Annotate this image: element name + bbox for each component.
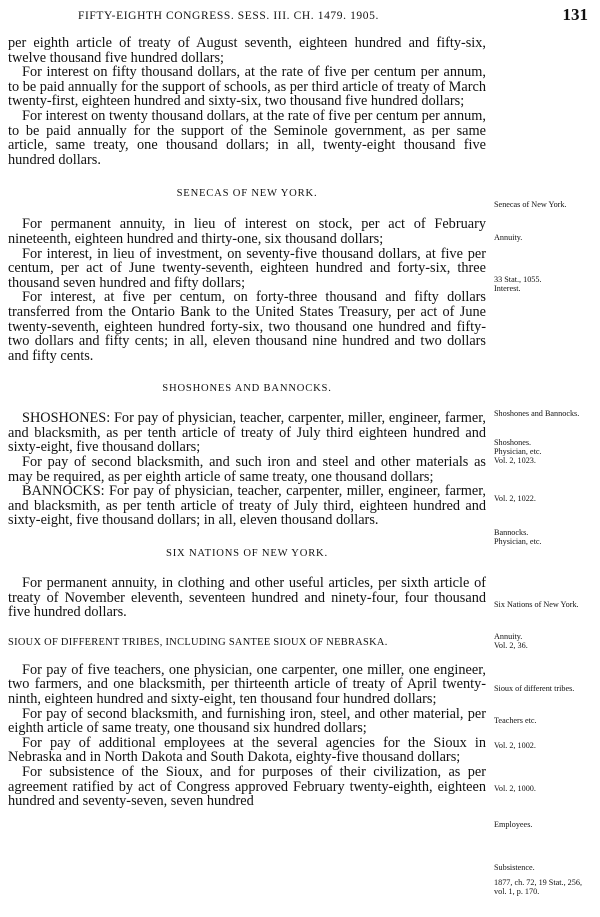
paragraph: For interest, at five per centum, on forty-three thousand and fifty dollars transferred from the Ontario Bank to the United States Treasury, per act of June twenty-seventh, eighteen hundred forty-six, two thousand one hundred and fifty-two dollars and fifty cents; in all, eleven thousand nine hundred and two dollars and fifty cents.: [8, 289, 486, 364]
paragraph: For subsistence of the Sioux, and for purposes of their civilization, as per agreement ratified by act of Congress approved February twenty-eighth, eighteen hundred and seventy-seven, seven hundred: [8, 763, 486, 810]
page-number: 131: [562, 5, 588, 24]
paragraph: SHOSHONES: For pay of physician, teacher, carpenter, miller, engineer, farmer, and blacksmith, as per tenth article of treaty of July third eighteen hundred and sixty-eight, five thousand dollars;: [8, 410, 486, 456]
paragraph: For permanent annuity, in clothing and other useful articles, per sixth article of treaty of November eleventh, seventeen hundred and ninety-four, four thousand five hundred dollars.: [8, 575, 486, 621]
paragraph: For pay of additional employees at the several agencies for the Sioux in Nebraska and in North Dakota and South Dakota, eighty-five thousand dollars;: [8, 734, 486, 766]
section-heading: SIX NATIONS OF NEW YORK.: [166, 548, 328, 560]
margin-note: Shoshones. Physician, etc. Vol. 2, 1023.: [494, 438, 542, 465]
margin-note: Teachers etc.: [494, 716, 537, 725]
margin-note: Sioux of different tribes.: [494, 684, 575, 693]
paragraph: For interest on fifty thousand dollars, at the rate of five per centum per annum, to be paid annually for the support of schools, as per third article of treaty of March twenty-first, eighteen hundred and sixty-six, two thousand five hundred dollars;: [8, 64, 486, 110]
paragraph: For pay of second blacksmith, and furnishing iron, steel, and other material, per eighth article of same treaty, one thousand six hundred dollars;: [8, 705, 486, 737]
margin-note: 1877, ch. 72, 19 Stat., 256, vol. 1, p. 170.: [494, 878, 583, 896]
margin-notes: [494, 0, 596, 917]
paragraph: For interest on twenty thousand dollars, at the rate of five per centum per annum, to be paid annually for the support of the Seminole government, as per same article, same treaty, one thousand dollars; in all, twenty-eight thousand five hundred dollars.: [8, 107, 486, 168]
margin-note: Shoshones and Bannocks.: [494, 409, 580, 418]
margin-note: Annuity.: [494, 233, 523, 242]
paragraph: per eighth article of treaty of August seventh, eighteen hundred and fifty-six, twelve thousand five hundred dollars;: [8, 35, 486, 66]
margin-note: Vol. 2, 1022.: [494, 494, 536, 503]
section-heading: SIOUX OF DIFFERENT TRIBES, INCLUDING SANTEE SIOUX OF NEBRASKA.: [8, 636, 388, 648]
running-head: FIFTY-EIGHTH CONGRESS. SESS. III. CH. 1479. 1905.: [78, 10, 379, 22]
paragraph: BANNOCKS: For pay of physician, teacher, carpenter, miller, engineer, farmer, and blacksmith, as per tenth article of treaty of July third, eighteen hundred and sixty-eight, five thousand dollars; in all, eleven thousand dollars.: [8, 483, 486, 529]
paragraph: For pay of five teachers, one physician, one carpenter, one miller, one engineer, two farmers, and one blacksmith, per thirteenth article of treaty of April twenty-ninth, eighteen hundred and sixty-eight, ten thousand four hundred dollars;: [8, 661, 486, 707]
main-text: [8, 36, 486, 809]
section-heading: SHOSHONES AND BANNOCKS.: [162, 383, 332, 395]
margin-note: 33 Stat., 1055. Interest.: [494, 275, 542, 293]
margin-note: Employees.: [494, 820, 533, 829]
paragraph: For pay of second blacksmith, and such iron and steel and other materials as may be required, as per eighth article of same treaty, one thousand dollars;: [8, 454, 486, 485]
margin-note: Senecas of New York.: [494, 200, 567, 209]
section-heading: SENECAS OF NEW YORK.: [176, 188, 318, 200]
paragraph: For permanent annuity, in lieu of interest on stock, per act of February nineteenth, eighteen hundred and thirty-one, six thousand dollars;: [8, 216, 486, 247]
margin-note: Vol. 2, 1000.: [494, 784, 536, 793]
margin-note: Annuity. Vol. 2, 36.: [494, 632, 528, 650]
margin-note: Subsistence.: [494, 863, 535, 872]
margin-note: Bannocks. Physician, etc.: [494, 528, 542, 546]
margin-note: Vol. 2, 1002.: [494, 741, 536, 750]
margin-note: Six Nations of New York.: [494, 600, 579, 609]
paragraph: For interest, in lieu of investment, on seventy-five thousand dollars, at five per centum, per act of June twenty-seventh, eighteen hundred and forty-six, three thousand seven hundred and fifty dollars;: [8, 245, 486, 291]
